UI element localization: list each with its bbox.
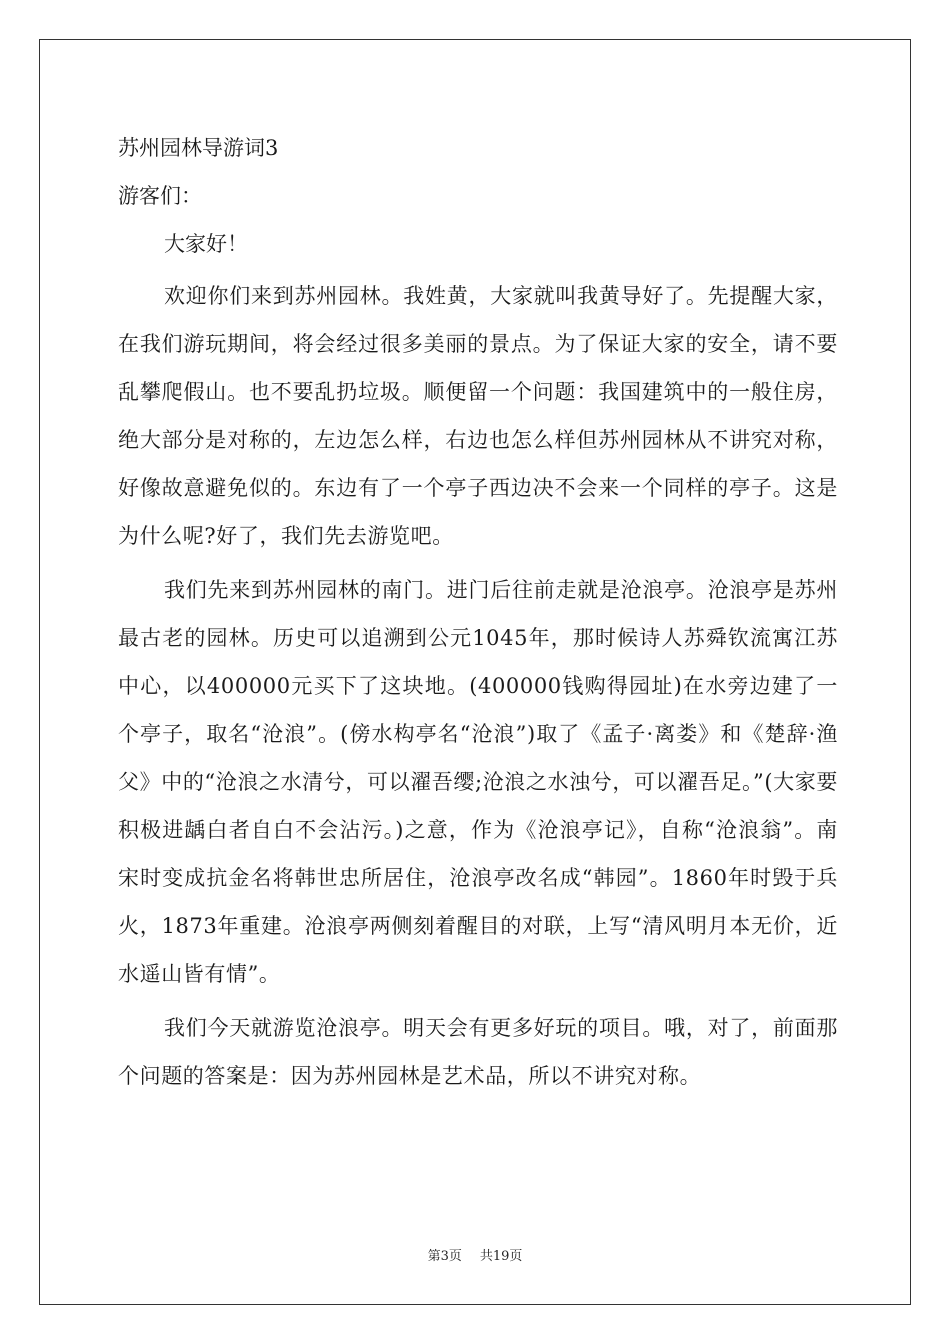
greeting: 大家好！ [164, 232, 248, 256]
paragraph-canglang-pavilion: 我们先来到苏州园林的南门。进门后往前走就是沧浪亭。沧浪亭是苏州最古老的园林。历史可以追溯到公元1045年，那时候诗人苏舜钦流寓江苏中心，以400000元买下了这块地。(400000钱购得园址)在水旁边建了一个亭子，取名“沧浪”。(傍水构亭名“沧浪”)取了《孟子·离娄》和《楚辞·渔父》中的“沧浪之水清兮，可以濯吾缨;沧浪之水浊兮，可以濯吾足。”(大家要积极进龋白者自白不会沾污。)之意，作为《沧浪亭记》，自称“沧浪翁”。南宋时变成抗金名将韩世忠所居住，沧浪亭改名成“韩园”。1860年时毁于兵火，1873年重建。沧浪亭两侧刻着醒目的对联，上写“清风明月本无价，近水遥山皆有情”。 [118, 578, 838, 986]
paragraph-closing: 我们今天就游览沧浪亭。明天会有更多好玩的项目。哦，对了，前面那个问题的答案是：因为苏州园林是艺术品，所以不讲究对称。 [118, 1016, 838, 1088]
paragraph-welcome: 欢迎你们来到苏州园林。我姓黄，大家就叫我黄导好了。先提醒大家，在我们游玩期间，将会经过很多美丽的景点。为了保证大家的安全，请不要乱攀爬假山。也不要乱扔垃圾。顺便留一个问题：我国建筑中的一般住房，绝大部分是对称的，左边怎么样，右边也怎么样但苏州园林从不讲究对称，好像故意避免似的。东边有了一个亭子西边决不会来一个同样的亭子。这是为什么呢?好了，我们先去游览吧。 [118, 284, 838, 548]
page-total: 共19页 [479, 1249, 523, 1264]
document-body [118, 128, 838, 1106]
page-footer [0, 1247, 950, 1267]
page-number: 第3页 [427, 1249, 462, 1264]
salutation: 游客们： [118, 184, 202, 208]
document-title: 苏州园林导游词3 [118, 136, 279, 160]
